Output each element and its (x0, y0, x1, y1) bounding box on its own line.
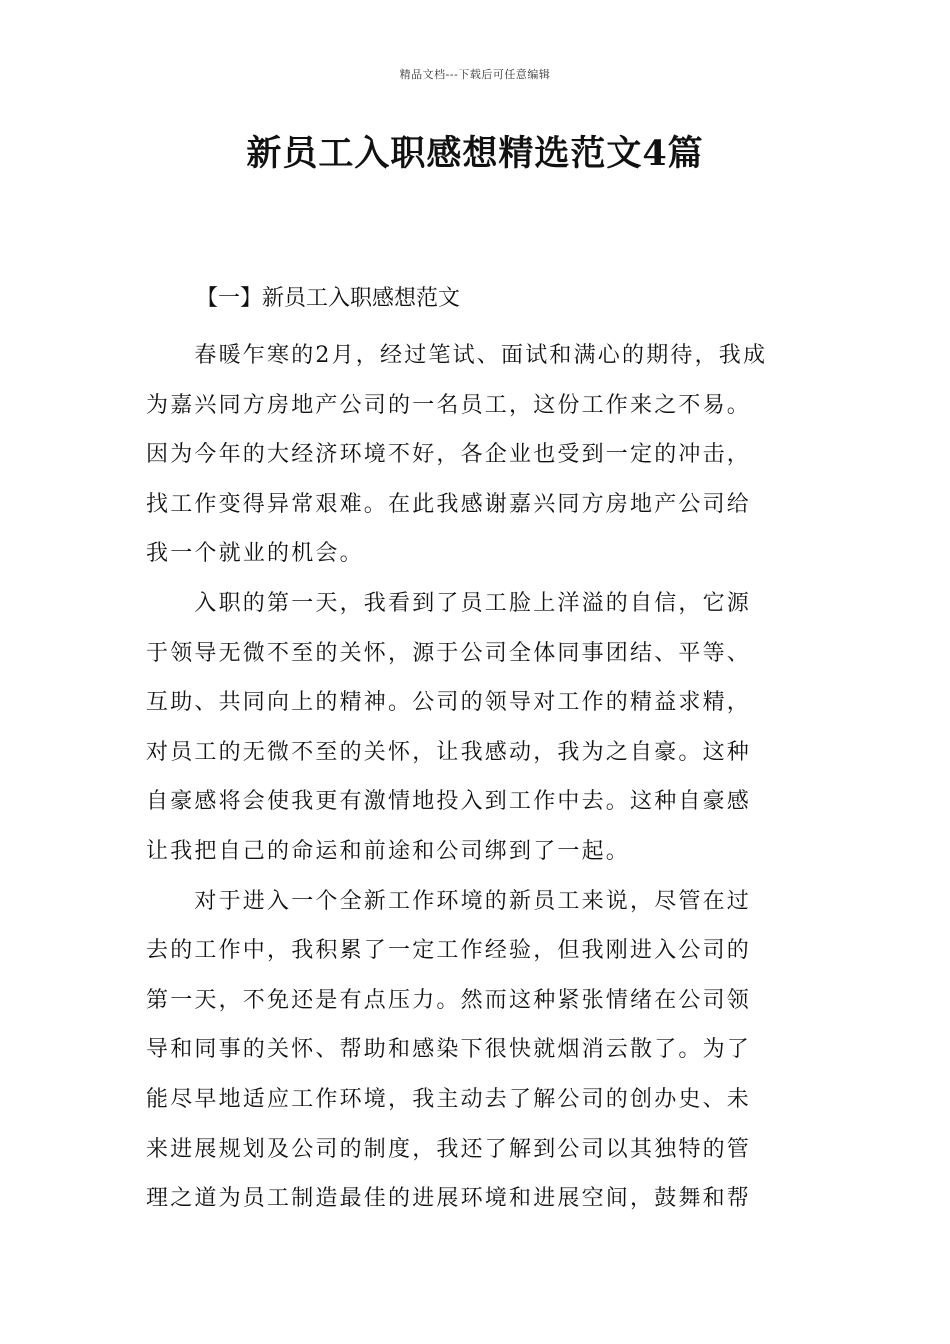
text-line: 能尽早地适应工作环境，我主动去了解公司的创办史、未 (146, 1086, 752, 1112)
text-line: 导和同事的关怀、帮助和感染下很快就烟消云散了。为了 (146, 1037, 752, 1063)
text-line: 对员工的无微不至的关怀，让我感动，我为之自豪。这种 (146, 739, 752, 765)
text-line: 来进展规划及公司的制度，我还了解到公司以其独特的管 (146, 1136, 752, 1162)
text-line: 因为今年的大经济环境不好，各企业也受到一定的冲击， (146, 442, 752, 468)
text-line: 自豪感将会使我更有激情地投入到工作中去。这种自豪感 (146, 789, 752, 815)
text-line: 入职的第一天，我看到了员工脸上洋溢的自信，它源 (146, 590, 752, 616)
text-line: 理之道为员工制造最佳的进展环境和进展空间，鼓舞和帮 (146, 1186, 752, 1212)
text-line: 找工作变得异常艰难。在此我感谢嘉兴同方房地产公司给 (146, 491, 752, 517)
text-line: 第一天，不免还是有点压力。然而这种紧张情绪在公司领 (146, 987, 752, 1013)
text-line: 于领导无微不至的关怀，源于公司全体同事团结、平等、 (146, 640, 752, 666)
text-line: 春暖乍寒的2月，经过笔试、面试和满心的期待，我成 (146, 343, 768, 368)
document-title: 新员工入职感想精选范文4篇 (246, 133, 704, 174)
text-line: 互助、共同向上的精神。公司的领导对工作的精益求精， (146, 690, 752, 716)
header-note: 精品文档---下载后可任意编辑 (399, 68, 551, 81)
document-body (146, 331, 806, 1224)
text-line: 为嘉兴同方房地产公司的一名员工，这份工作来之不易。 (146, 392, 752, 418)
text-line: 我一个就业的机会。 (146, 541, 364, 567)
text-line: 对于进入一个全新工作环境的新员工来说，尽管在过 (146, 888, 752, 914)
text-line: 去的工作中，我积累了一定工作经验，但我刚进入公司的 (146, 938, 752, 964)
section-heading: 【一】新员工入职感想范文 (196, 286, 461, 311)
text-line: 让我把自己的命运和前途和公司绑到了一起。 (146, 838, 631, 864)
